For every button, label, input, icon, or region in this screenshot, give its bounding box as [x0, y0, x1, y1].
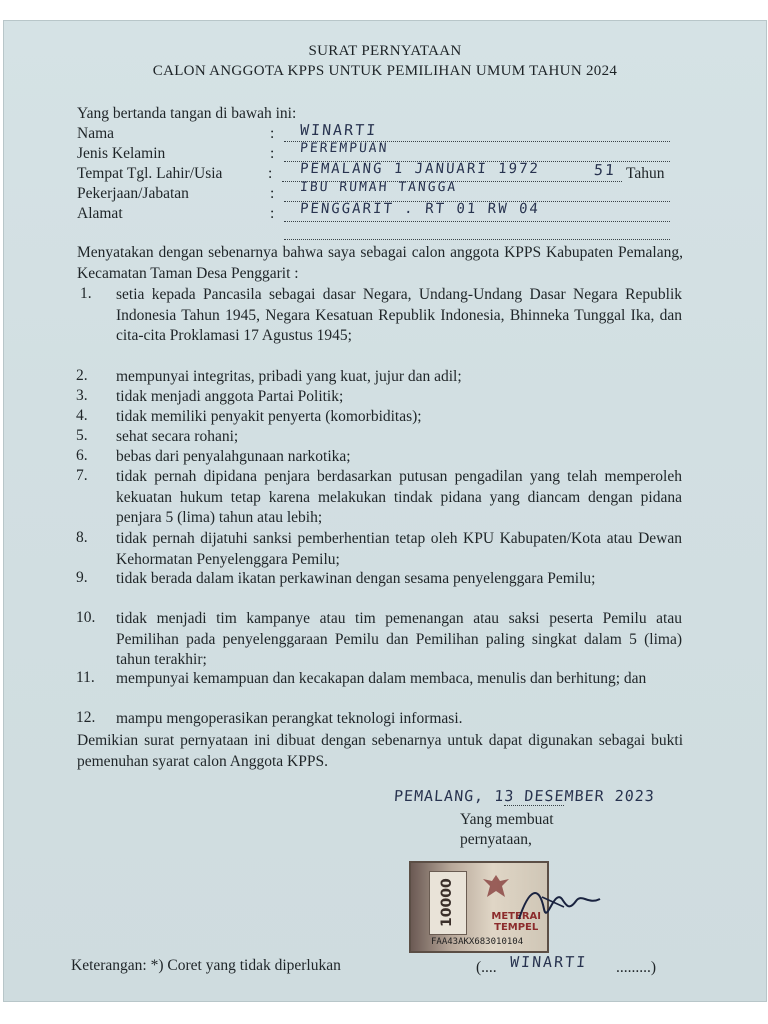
place-date: PEMALANG, 13 DESEMBER 2023	[393, 787, 656, 805]
pekerjaan-value: IBU RUMAH TANGGA	[299, 180, 458, 195]
colon: :	[270, 125, 275, 142]
document-subtitle: CALON ANGGOTA KPPS UNTUK PEMILIHAN UMUM TAHUN 2024	[152, 63, 618, 79]
tahun-label: Tahun	[626, 165, 665, 182]
stamp-code: FAA43AKX683010104	[431, 937, 524, 947]
nama-label: Nama	[77, 125, 115, 142]
garuda-emblem-icon	[481, 873, 511, 901]
kelamin-value: PEREMPUAN	[299, 141, 389, 156]
signature-icon	[514, 879, 604, 929]
footer-note: Keterangan: *) Coret yang tidak diperlukan	[71, 957, 341, 974]
nama-value: WINARTI	[299, 121, 378, 139]
alamat-label: Alamat	[77, 205, 123, 222]
colon: :	[270, 145, 275, 162]
signer-line-1: Yang membuat	[460, 811, 554, 828]
usia-value: 51	[593, 161, 617, 179]
alamat-dotted-line-2	[284, 239, 670, 240]
closing-paragraph: Demikian surat pernyataan ini dibuat dengan sebenarnya untuk dapat digunakan sebagai bukti pemenuhan syarat calon Anggota KPPS.	[77, 732, 683, 770]
intro-text: Yang bertanda tangan di bawah ini:	[77, 105, 297, 122]
alamat-dotted-line	[284, 221, 670, 222]
ttl-label: Tempat Tgl. Lahir/Usia	[77, 165, 223, 182]
colon: :	[270, 205, 275, 222]
document-title: SURAT PERNYATAAN	[308, 43, 462, 59]
document-page: SURAT PERNYATAAN CALON ANGGOTA KPPS UNTUK PEMILIHAN UMUM TAHUN 2024 Yang bertanda tangan di bawah ini: Nama : WINARTI Jenis Kelamin : PEREMPUAN Tempat Tgl. Lahir/Usia : PEMALANG 1 JANUARI 1972 51 Tahun Pekerjaan/Jabatan : IBU RUMAH TANGGA Alamat : PENGGARIT . RT 01 RW 04 Menyatakan dengan sebenarnya bahwa saya sebagai calon anggota KPPS Kabupaten Pemalang, Kecamatan Taman Desa Penggarit : 1. setia kepada Pancasila sebagai dasar Negara, Undang-Undang Dasar Negara Republik Indonesia Tahun 1945, Negara Kesatuan Republik Indonesia, Bhinneka Tunggal Ika, dan cita-cita Proklamasi 17 Agustus 1945; 2. mempunyai integritas, pribadi yang kuat, jujur dan adil; 3. tidak menjadi anggota Partai Politik; 4. tidak memiliki penyakit penyerta (komorbiditas); 5. sehat secara rohani; 6. bebas dari penyalahgunaan narkotika; 7. tidak pernah dipidana penjara berdasarkan putusan pengadilan yang telah memperoleh kekuatan hukum tetap karena melakukan tindak pidana yang diancam dengan pidana penjara 5 (lima) tahun atau lebih; 8. tidak pernah dijatuhi sanksi pemberhentian tetap oleh KPU Kabupaten/Kota atau Dewan Kehormatan Penyelenggara Pemilu; 9. tidak berada dalam ikatan perkawinan dengan sesama penyelenggara Pemilu; 10. tidak menjadi tim kampanye atau tim pemenangan atau saksi peserta Pemilu atau Pemilihan pada penyelenggaraan Pemilu dan Pemilihan paling singkat dalam 5 (lima) tahun terakhir; 11. mempunyai kemampuan dan kecakapan dalam membaca, menulis dan berhitung; dan 12. mampu mengoperasikan perangkat teknologi informasi. Demikian surat pernyataan ini dibuat dengan sebenarnya untuk dapat digunakan sebagai bukti pemenuhan syarat calon Anggota KPPS. PEMALANG, 13 DESEMBER 2023 Yang membuat pernyataan, 10000 METERAI TEMPEL FAA43AKX683010104 Keterangan: *) Coret yang tidak diperlukan (.... WINARTI .........)	[3, 20, 767, 1002]
stamp-label: METERAI TEMPEL	[491, 911, 541, 933]
alamat-value: PENGGARIT . RT 01 RW 04	[299, 201, 541, 217]
ttl-value: PEMALANG 1 JANUARI 1972	[299, 161, 541, 177]
statement-paragraph: Menyatakan dengan sebenarnya bahwa saya sebagai calon anggota KPPS Kabupaten Pemalang, Kecamatan Taman Desa Penggarit :	[77, 244, 683, 282]
signer-name-open: (....	[476, 959, 497, 976]
colon: :	[270, 185, 275, 202]
colon: :	[268, 165, 273, 182]
signer-name: WINARTI	[509, 953, 588, 971]
signer-line-2: pernyataan,	[460, 831, 532, 848]
stamp-value: 10000	[429, 871, 467, 935]
signer-name-close: .........)	[616, 959, 657, 976]
date-dotted-line	[504, 805, 564, 806]
pekerjaan-label: Pekerjaan/Jabatan	[77, 185, 189, 202]
kelamin-label: Jenis Kelamin	[77, 145, 166, 162]
